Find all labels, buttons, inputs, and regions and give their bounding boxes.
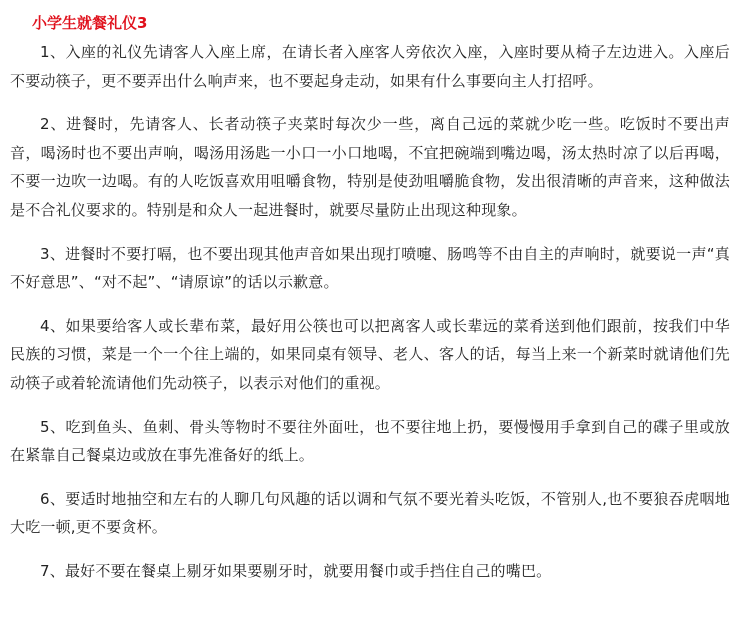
paragraph-1: 1、入座的礼仪先请客人入座上席，在请长者入座客人旁依次入座，入座时要从椅子左边进入。入座后不要动筷子，更不要弄出什么响声来，也不要起身走动，如果有什么事要向主人打招呼。 bbox=[10, 43, 730, 90]
article-title: 小学生就餐礼仪3 bbox=[32, 14, 148, 32]
paragraph-2: 2、进餐时，先请客人、长者动筷子夹菜时每次少一些，离自己远的菜就少吃一些。吃饭时不要出声音，喝汤时也不要出声响，喝汤用汤匙一小口一小口地喝，不宜把碗端到嘴边喝，汤太热时凉了以后再喝，不要一边吹一边喝。有的人吃饭喜欢用咀嚼食物，特别是使劲咀嚼脆食物，发出很清晰的声音来，这种做法是不合礼仪要求的。特别是和众人一起进餐时，就要尽量防止出现这种现象。 bbox=[10, 115, 730, 219]
paragraph-6: 6、要适时地抽空和左右的人聊几句风趣的话以调和气氛不要光着头吃饭，不管别人,也不要狼吞虎咽地大吃一顿,更不要贪杯。 bbox=[10, 489, 730, 537]
paragraph-3: 3、进餐时不要打嗝，也不要出现其他声音如果出现打喷嚏、肠鸣等不由自主的声响时，就要说一声“真不好意思”、“对不起”、“请原谅”的话以示歉意。 bbox=[10, 244, 730, 292]
document-body bbox=[10, 10, 730, 601]
paragraph-7: 7、最好不要在餐桌上剔牙如果要剔牙时，就要用餐巾或手挡住自己的嘴巴。 bbox=[40, 561, 552, 580]
paragraph-4: 4、如果要给客人或长辈布菜，最好用公筷也可以把离客人或长辈远的菜肴送到他们跟前，按我们中华民族的习惯，菜是一个一个往上端的，如果同桌有领导、老人、客人的话，每当上来一个新菜时就请他们先动筷子或着轮流请他们先动筷子，以表示对他们的重视。 bbox=[10, 316, 730, 392]
paragraph-5: 5、吃到鱼头、鱼刺、骨头等物时不要往外面吐，也不要往地上扔，要慢慢用手拿到自己的碟子里或放在紧靠自己餐桌边或放在事先准备好的纸上。 bbox=[10, 417, 730, 465]
